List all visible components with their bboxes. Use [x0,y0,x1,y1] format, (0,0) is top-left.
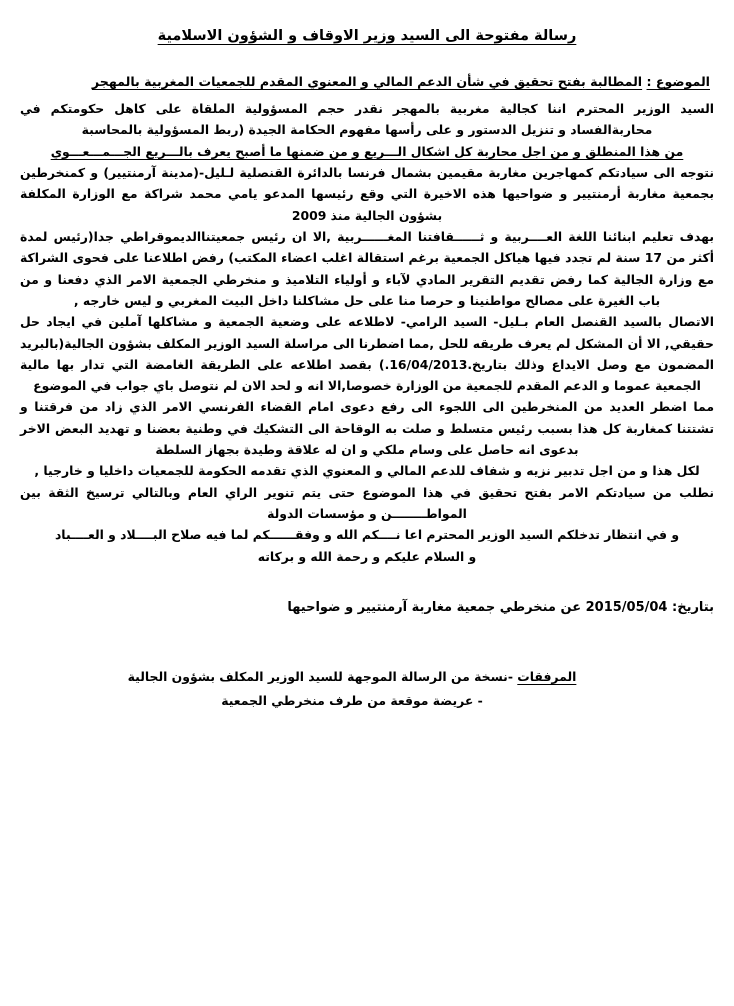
attachment-item-2: - عريضة موقعة من طرف منخرطي الجمعية [221,692,483,708]
document-page [0,26,734,1006]
body-paragraph-4: بهدف تعليم ابنائنا اللغة العــــربية و ثــــــقافتنا المغــــــربية ,الا ان رئيس جمعيتناالديموقراطي جدا(رئيس لمدة أكثر من 17 سنة لم تجدد فيها هياكل الجمعية برغم استقالة اغلب اعضاء المكتب) رفض اطلاعنا على فحوى الشراكة مع وزارة الجالية كما رفض تقديم التقرير المادي لآباء و أولياء التلاميذ و منخرطي الجمعية الامر الذي دفعنا و من باب الغيرة على مصالح مواطنينا و حرصا منا على حل مشاكلنا داخل البيت المغربي و ليس خارجه , [20,228,714,308]
body-paragraph-10: و السلام عليكم و رحمة الله و بركاته [257,548,477,564]
subject-label: الموضوع : [646,73,710,89]
page-title-text: رسالة مفتوحة الى السيد وزير الاوقاف و الشؤون الاسلامية [157,28,577,44]
body-paragraph-2 [20,141,714,162]
body-paragraph-6: مما اضطر العديد من المنخرطين الى اللجوء الى رفع دعوى امام القضاء الفرنسي الامر الذي زاد من فرقتنا و تشتتنا كمغاربة كل هذا بسبب رئيس متسلط و صلت به الوقاحة الى التشكيك في وطنية بعضنا و تهديد البعض الاخر بدعوى انه حاصل على وسام ملكي و ان له علاقة وطيدة بجهاز السلطة [20,399,714,458]
attachment-item-2-row [40,689,664,713]
body-paragraph-2-text: من هذا المنطلق و من اجل محاربة كل اشكال الـــريع و من ضمنها ما أصبح يعرف بالـــريع الجـــمـــعـــوي [50,143,684,159]
subject-line [24,72,710,92]
body-paragraph-9: و في انتظار تدخلكم السيد الوزير المحترم اعا نــــكم الله و وفقــــــكم لما فيه صلاح البــــلاد و العــــباد [54,527,680,543]
subject-text: المطالبة بفتح تحقيق في شأن الدعم المالي و المعنوي المقدم للجمعيات المغربية بالمهجر [91,73,643,89]
body-paragraph-5: الاتصال بالسيد القنصل العام بـليل- السيد الرامي- لاطلاعه على وضعية الجمعية و مشاكلها آملين في ايجاد حل حقيقي, الا أن المشكل لم يعرف طريقه للحل ,مما اضطرنا الى مراسلة السيد الوزير المكلف بشؤون الجالية(بالبريد المضمون مع وصل الايداع وذلك بتاريخ.16/04/2013.) بقصد اطلاعه على الطريقة الغامضة التي تدار بها مالية الجمعية عموما و الدعم المقدم للجمعية من الوزارة خصوصا,الا انه و لحد الان لم نتوصل باي جواب في الموضوع [20,314,714,394]
attachments-header [40,665,664,689]
page-title [0,26,734,48]
document-body [20,98,714,567]
signature-full-line: بتاريخ: 2015/05/04 عن منخرطي جمعية مغاربة آرمنتيير و ضواحيها [287,600,714,616]
attachments-section [40,665,664,712]
signature-date-line [20,597,714,619]
body-paragraph-3: نتوجه الى سيادتكم كمهاجرين مغاربة مقيمين بشمال فرنسا بالدائرة القنصلية لـليل-(مدينة آرمنتيير) و كمنخرطين بجمعية مغاربة أرمنتيير و ضواحيها هذه الاخيرة التي وقع رئيسها المدعو يامي محمد شراكة مع الوزارة المكلفة بشؤون الجالية منذ 2009 [20,164,714,223]
attachments-label: المرفقات [517,669,577,685]
attachment-item-1: -نسخة من الرسالة الموجهة للسيد الوزير المكلف بشؤون الجالية [127,669,513,685]
body-paragraph-8: نطلب من سيادتكم الامر بفتح تحقيق في هذا الموضوع حتى يتم تنوير الراي العام وبالتالي ترسيخ الثقة بين المواطــــــــن و مؤسسات الدولة [20,484,714,522]
body-paragraph-7: لكل هذا و من اجل تدبير نزيه و شفاف للدعم المالي و المعنوي الذي تقدمه الحكومة للجمعيات داخليا و خارجيا , [34,463,700,479]
body-paragraph-1: السيد الوزير المحترم اننا كجالية مغربية بالمهجر نقدر حجم المسؤولية الملقاة على كاهل حكومتكم في محاربةالفساد و تنزيل الدستور و على رأسها مفهوم الحكامة الجيدة (ربط المسؤولية بالمحاسبة [20,100,714,138]
